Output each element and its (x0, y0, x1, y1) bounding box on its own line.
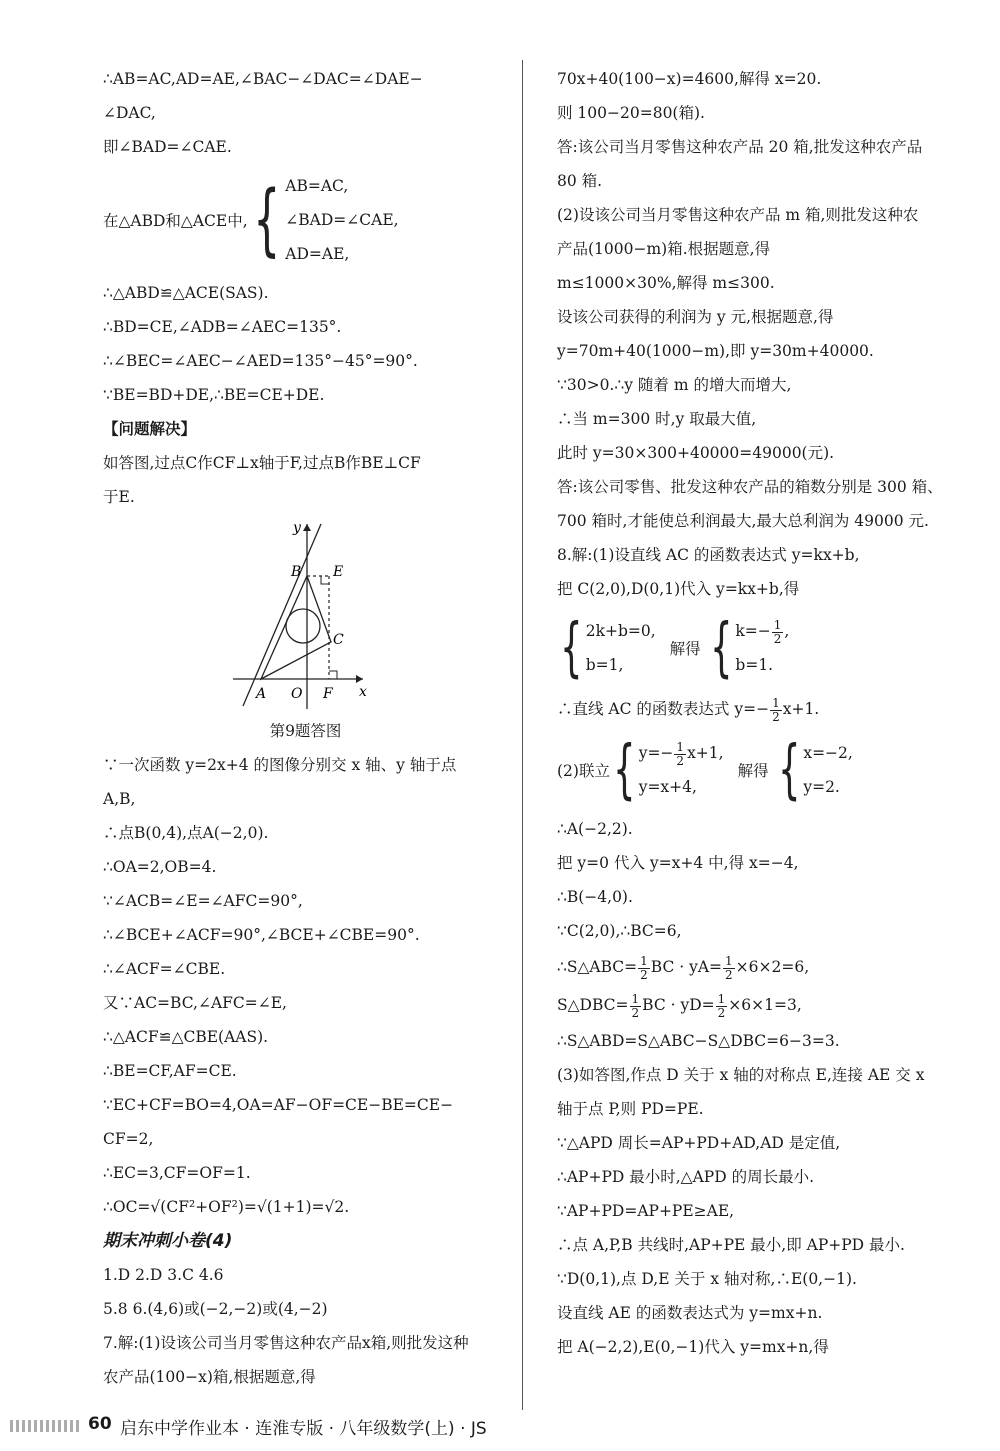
numerator: 1 (772, 695, 780, 710)
page-number: 60 (88, 1414, 112, 1434)
text-line: ∴∠BCE+∠ACF=90°,∠BCE+∠CBE=90°. (103, 926, 420, 944)
text-line: ∵BE=BD+DE,∴BE=CE+DE. (103, 386, 325, 404)
brace-icon: { (777, 733, 801, 807)
equation-system (557, 728, 962, 812)
text-line: 此时 y=30×300+40000=49000(元). (557, 444, 835, 462)
text-part: x+1. (782, 700, 820, 718)
text-line: 把 y=0 代入 y=x+4 中,得 x=−4, (557, 854, 799, 872)
text-line: 轴于点 P,则 PD=PE. (557, 1100, 704, 1118)
text-line: ∵AP+PD=AP+PE≥AE, (557, 1202, 735, 1220)
text-line: ∴当 m=300 时,y 取最大值, (557, 410, 757, 428)
text-line: A,B, (103, 790, 136, 808)
numerator: 1 (725, 953, 733, 968)
text-line (557, 948, 962, 986)
text-line (557, 986, 962, 1024)
geometry-figure (103, 514, 508, 714)
text-line: y=70m+40(1000−m),即 y=30m+40000. (557, 342, 874, 360)
footer-decoration (10, 1420, 80, 1432)
system-row: y=x+4, (638, 778, 697, 796)
text-line: ∴OC=√(CF²+OF²)=√(1+1)=√2. (103, 1198, 350, 1216)
right-column (557, 62, 962, 1364)
system-row-text: x+1, (687, 744, 724, 762)
text-line: ∴BD=CE,∠ADB=∠AEC=135°. (103, 318, 342, 336)
text-line: 设直线 AE 的函数表达式为 y=mx+n. (557, 1304, 823, 1322)
text-line: 设该公司获得的利润为 y 元,根据题意,得 (557, 308, 834, 326)
text-part: S△DBC= (557, 996, 629, 1014)
text-line: 80 箱. (557, 172, 603, 190)
section-heading: 【问题解决】 (103, 419, 197, 438)
answer-line: 农产品(100−x)箱,根据题意,得 (103, 1368, 316, 1386)
system-row: x=−2, (803, 744, 853, 762)
numerator: 1 (717, 991, 726, 1006)
text-line: CF=2, (103, 1130, 154, 1148)
text-line: 产品(1000−m)箱.根据题意,得 (557, 240, 771, 258)
fraction (770, 697, 782, 724)
system-rows (285, 169, 398, 271)
system-rows (735, 614, 789, 682)
system-rows (586, 614, 656, 682)
text-line: ∵30>0.∴y 随着 m 的增大而增大, (557, 376, 792, 394)
fig-label-O: O (291, 686, 303, 702)
fraction (630, 993, 642, 1020)
system-row: AB=AC, (285, 177, 349, 195)
text-line: ∴A(−2,2). (557, 820, 633, 838)
system-row-text: y=− (638, 744, 674, 762)
text-line: 又∵AC=BC,∠AFC=∠E, (103, 994, 287, 1012)
fraction (716, 993, 728, 1020)
text-line (557, 690, 962, 728)
text-part: ∴直线 AC 的函数表达式 y=− (557, 700, 770, 718)
numerator: 1 (773, 617, 782, 632)
text-line: ∴∠BEC=∠AEC−∠AED=135°−45°=90°. (103, 352, 418, 370)
text-line: 8.解:(1)设直线 AC 的函数表达式 y=kx+b, (557, 546, 860, 564)
brace-icon: { (560, 611, 583, 685)
answer-line: 5.8 6.(4,6)或(−2,−2)或(4,−2) (103, 1300, 328, 1318)
system-row: 2k+b=0, (585, 622, 656, 640)
text-line: ∴点 A,P,B 共线时,AP+PE 最小,即 AP+PD 最小. (557, 1236, 905, 1254)
text-part: ∴S△ABC= (557, 958, 638, 976)
system-rows (803, 736, 853, 804)
text-line: m≤1000×30%,解得 m≤300. (557, 274, 775, 292)
text-part: ×6×1=3, (728, 996, 802, 1014)
equation-system (103, 164, 508, 276)
numerator: 1 (631, 991, 640, 1006)
denominator: 2 (725, 967, 733, 982)
text-line: (2)设该公司当月零售这种农产品 m 箱,则批发这种农 (557, 206, 919, 224)
text-line: 如答图,过点C作CF⊥x轴于F,过点B作BE⊥CF (103, 454, 421, 472)
book-title: 启东中学作业本 · 连淮专版 · 八年级数学(上) · JS (120, 1419, 487, 1439)
system-row: b=1, (585, 656, 624, 674)
text-line: ∴OA=2,OB=4. (103, 858, 217, 876)
text-line: 即∠BAD=∠CAE. (103, 138, 232, 156)
text-line: (3)如答图,作点 D 关于 x 轴的对称点 E,连接 AE 交 x (557, 1066, 925, 1084)
text-line: ∴BE=CF,AF=CE. (103, 1062, 237, 1080)
system-row: y=2. (803, 778, 840, 796)
text-line: 答:该公司零售、批发这种农产品的箱数分别是 300 箱、 (557, 478, 943, 496)
coordinate-diagram (103, 514, 508, 714)
answer-line: 1.D 2.D 3.C 4.6 (103, 1266, 224, 1284)
solve-label: 解得 (669, 640, 701, 658)
text-line: ∵EC+CF=BO=4,OA=AF−OF=CE−BE=CE− (103, 1096, 454, 1114)
system-row (639, 736, 724, 770)
system-row: AD=AE, (285, 245, 350, 263)
fig-label-y: y (293, 520, 301, 536)
text-line: ∵△APD 周长=AP+PD+AD,AD 是定值, (557, 1134, 841, 1152)
text-part: ×6×2=6, (735, 958, 810, 976)
system-row-text: k=− (735, 622, 771, 640)
text-line: ∴△ACF≌△CBE(AAS). (103, 1028, 269, 1046)
denominator: 2 (717, 1005, 726, 1020)
denominator: 2 (631, 1005, 640, 1020)
denominator: 2 (773, 631, 782, 646)
fig-label-E: E (333, 564, 344, 580)
system-prefix: (2)联立 (557, 762, 610, 780)
fraction (638, 955, 650, 982)
column-divider (522, 60, 523, 1410)
fig-label-B: B (291, 564, 302, 580)
equation-system (557, 606, 962, 690)
text-line: ∴EC=3,CF=OF=1. (103, 1164, 251, 1182)
fig-label-x: x (359, 684, 367, 700)
system-rows (639, 736, 724, 804)
text-line: ∴B(−4,0). (557, 888, 633, 906)
answer-line: 7.解:(1)设该公司当月零售这种农产品x箱,则批发这种 (103, 1334, 469, 1352)
fraction (674, 741, 686, 768)
text-line: ∴∠ACF=∠CBE. (103, 960, 226, 978)
text-line: ∴S△ABD=S△ABC−S△DBC=6−3=3. (557, 1032, 840, 1050)
text-part: BC · yD= (642, 996, 715, 1014)
system-row: k=− $\frac{1}{2}$ , (735, 617, 790, 646)
denominator: 2 (676, 753, 685, 768)
text-part: BC · yA= (650, 958, 723, 976)
text-line: ∴AP+PD 最小时,△APD 的周长最小. (557, 1168, 815, 1186)
denominator: 2 (640, 967, 648, 982)
left-column (103, 62, 508, 1394)
figure-caption: 第9题答图 (269, 722, 342, 740)
brace-icon: { (252, 175, 281, 265)
denominator: 2 (772, 709, 780, 724)
fig-label-F: F (323, 686, 333, 702)
fraction (723, 955, 735, 982)
brace-icon: { (709, 611, 733, 685)
system-row: b=1. (735, 656, 774, 674)
text-line: 700 箱时,才能使总利润最大,最大总利润为 49000 元. (557, 512, 929, 530)
text-line: ∵∠ACB=∠E=∠AFC=90°, (103, 892, 303, 910)
text-line: ∵一次函数 y=2x+4 的图像分别交 x 轴、y 轴于点 (103, 756, 457, 774)
text-line: 于E. (103, 488, 135, 506)
text-line: ∴△ABD≌△ACE(SAS). (103, 284, 269, 302)
text-line: ∵D(0,1),点 D,E 关于 x 轴对称,∴E(0,−1). (557, 1270, 857, 1288)
numerator: 1 (676, 739, 685, 754)
text-line: 把 A(−2,2),E(0,−1)代入 y=mx+n,得 (557, 1338, 829, 1356)
system-row: ∠BAD=∠CAE, (285, 211, 399, 229)
fig-label-C: C (333, 632, 344, 648)
text-line: 70x+40(100−x)=4600,解得 x=20. (557, 70, 822, 88)
fig-label-A: A (256, 686, 267, 702)
text-line: 则 100−20=80(箱). (557, 104, 705, 122)
page-footer (0, 1408, 1000, 1448)
text-line: 把 C(2,0),D(0,1)代入 y=kx+b,得 (557, 580, 800, 598)
text-line: ∴AB=AC,AD=AE,∠BAC−∠DAC=∠DAE− (103, 70, 423, 88)
numerator: 1 (640, 953, 648, 968)
text-line: 答:该公司当月零售这种农产品 20 箱,批发这种农产品 (557, 138, 923, 156)
solve-label: 解得 (737, 762, 769, 780)
text-line: ∵C(2,0),∴BC=6, (557, 922, 682, 940)
quiz-section-title: 期末冲刺小卷(4) (103, 1231, 233, 1251)
system-prefix: 在△ABD和△ACE中, (103, 212, 248, 230)
fraction (772, 619, 784, 646)
text-line: ∠DAC, (103, 104, 156, 122)
brace-icon: { (613, 733, 636, 807)
text-line: ∴点B(0,4),点A(−2,0). (103, 824, 269, 842)
